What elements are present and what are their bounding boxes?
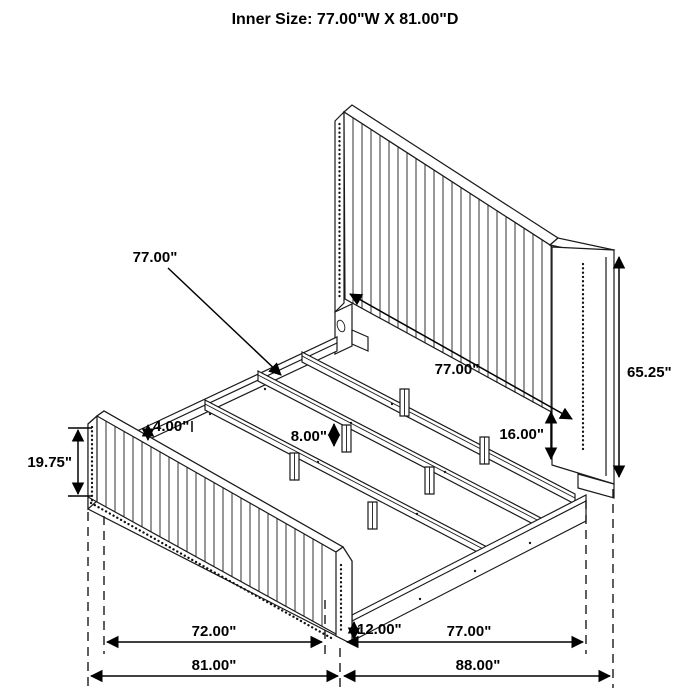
- dim-base-to-slat: 16.00": [499, 426, 544, 443]
- right-side-rail: [352, 495, 586, 641]
- dim-rail-height: 12.00": [357, 621, 402, 638]
- slat-width-leader: [168, 268, 281, 375]
- dim-footboard-height: 19.75": [27, 454, 72, 471]
- dim-rail-gap: 4.00": [153, 418, 190, 435]
- dim-leg-height: 8.00": [290, 428, 327, 445]
- dim-slat-span: 72.00": [191, 623, 237, 640]
- page-title: Inner Size: 77.00"W X 81.00"D: [231, 11, 459, 28]
- footboard: [88, 411, 352, 644]
- dim-slat-width: 77.00": [132, 249, 178, 266]
- dim-inner-width-floor: 77.00": [446, 623, 492, 640]
- footboard-right-post: [336, 547, 352, 644]
- dim-footboard-span: 81.00": [191, 657, 237, 674]
- dim-inner-width: 77.00": [434, 361, 480, 378]
- dim-headboard-height: 65.25": [627, 364, 672, 381]
- dim-overall-width: 88.00": [455, 657, 501, 674]
